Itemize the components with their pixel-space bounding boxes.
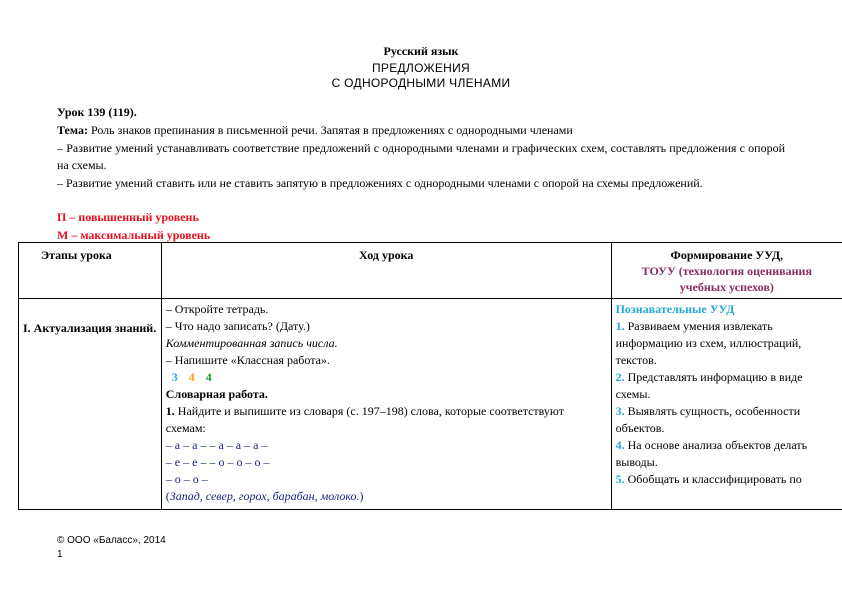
- answer-words: Запад, север, горох, барабан, молоко.: [169, 489, 360, 503]
- level-m: М – максимальный уровень: [57, 228, 211, 242]
- table-header-row: [19, 243, 842, 299]
- level-4-orange: 4: [188, 370, 199, 384]
- goal-2: – Развитие умений ставить или не ставить запятую в предложениях с однородными членами с опорой на схемы предложений.: [57, 176, 703, 190]
- vocab-title: Словарная работа.: [165, 387, 268, 401]
- uud-item-3: 3. Выявлять сущность, особенности: [615, 404, 801, 418]
- scheme-2: – е – е – – о – о – о –: [165, 455, 270, 469]
- step-commented-date: Комментированная запись числа.: [165, 336, 338, 350]
- header-uud-line1: Формирование УУД,: [670, 248, 784, 262]
- title-line-2: С ОДНОРОДНЫМИ ЧЛЕНАМИ: [331, 76, 511, 90]
- scheme-3: – о – о –: [165, 472, 208, 486]
- uud-item-4: 4. На основе анализа объектов делать: [615, 438, 808, 452]
- step-open-notebook: – Откройте тетрадь.: [165, 302, 269, 316]
- vocab-task: [166, 403, 607, 437]
- level-numbers: [166, 369, 607, 386]
- uud-cell: [611, 299, 842, 510]
- goal-1: – Развитие умений устанавливать соответствие предложений с однородными членами и графических схем, составлять предложения с опорой на схемы.: [57, 141, 785, 172]
- step-what-to-write: – Что надо записать? (Дату.): [165, 319, 310, 333]
- uud-item-1: 1. Развиваем умения извлекать: [615, 319, 773, 333]
- page-number: 1: [57, 549, 63, 560]
- progress-cell: [161, 299, 611, 510]
- lesson-number: Урок 139 (119).: [57, 105, 137, 119]
- level-4-green: 4: [205, 370, 216, 384]
- task-text: Найдите и выпишите из словаря (с. 197–198) слова, которые соответствуют схемам:: [165, 404, 564, 435]
- level-p: П – повышенный уровень: [57, 210, 199, 224]
- header-progress: Ход урока: [161, 243, 611, 299]
- theme-label: Тема:: [57, 123, 88, 137]
- title-line-1: ПРЕДЛОЖЕНИЯ: [371, 61, 471, 75]
- uud-item-4-cont: выводы.: [615, 455, 658, 469]
- header-uud-line2: ТОУУ (технология оценивания: [641, 264, 812, 278]
- lesson-theme: [57, 122, 573, 139]
- stage-cell: I. Актуализация знаний.: [19, 299, 162, 510]
- subject-heading: Русский язык: [383, 44, 459, 58]
- level-3: 3: [171, 370, 182, 384]
- header-uud-line3: учебных успехов): [679, 280, 774, 294]
- step-class-work: – Напишите «Классная работа».: [165, 353, 330, 367]
- uud-title: Познавательные УУД: [615, 302, 735, 316]
- header-stages: Этапы урока: [19, 243, 162, 299]
- uud-item-2-cont: схемы.: [615, 387, 651, 401]
- uud-item-1-cont1: информацию из схем, иллюстраций,: [615, 336, 802, 350]
- theme-text: Роль знаков препинания в письменной речи. Запятая в предложениях с однородными членами: [90, 123, 573, 137]
- scheme-1: – а – а – – а – а – а –: [165, 438, 268, 452]
- uud-item-2: 2. Представлять информацию в виде: [615, 370, 803, 384]
- task-number: 1.: [165, 404, 175, 418]
- uud-item-1-cont2: текстов.: [615, 353, 657, 367]
- copyright: © ООО «Баласс», 2014: [57, 535, 166, 546]
- table-row: [19, 299, 842, 510]
- uud-item-5: 5. Обобщать и классифицировать по: [615, 472, 802, 486]
- header-uud: [611, 243, 842, 299]
- answer-line: (Запад, север, горох, барабан, молоко.): [165, 489, 364, 503]
- uud-item-3-cont: объектов.: [615, 421, 665, 435]
- lesson-table: [18, 242, 842, 510]
